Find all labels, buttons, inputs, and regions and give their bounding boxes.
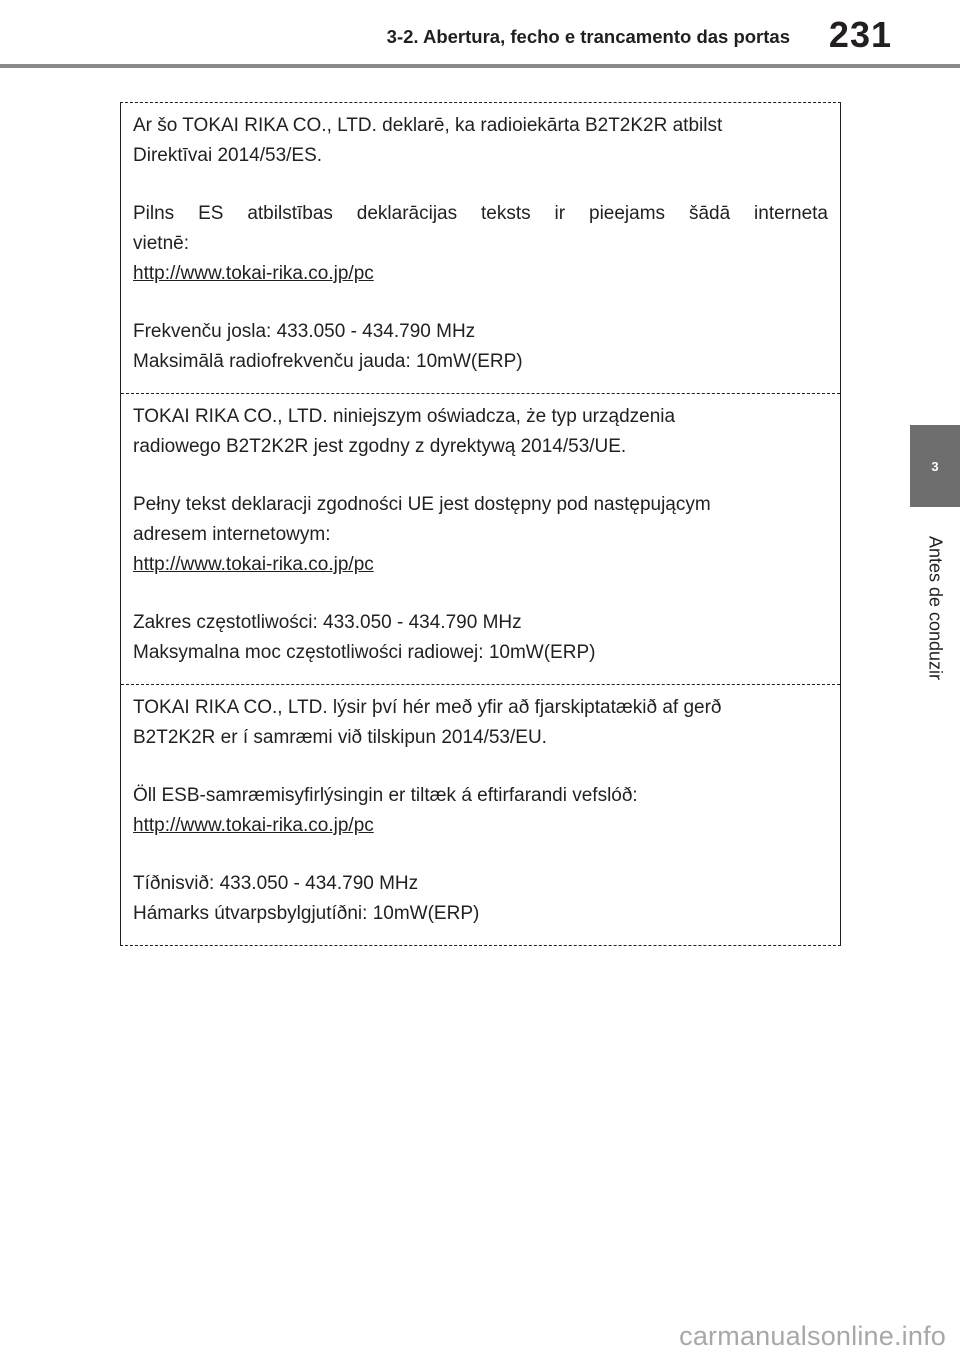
frequency-band: Frekvenču josla: 433.050 - 434.790 MHz bbox=[133, 321, 476, 342]
declaration-link[interactable]: http://www.tokai-rika.co.jp/pc bbox=[133, 554, 374, 575]
max-power: Maksymalna moc częstotliwości radiowej: 10mW(ERP) bbox=[133, 642, 596, 663]
chapter-tab-label: Antes de conduzir bbox=[925, 535, 946, 681]
declaration-text-line: Ar šo TOKAI RIKA CO., LTD. deklarē, ka radioiekārta B2T2K2R atbilst bbox=[133, 115, 723, 136]
page-number: 231 bbox=[828, 14, 892, 55]
max-power: Maksimālā radiofrekvenču jauda: 10mW(ERP) bbox=[133, 351, 523, 372]
declaration-section-polish bbox=[121, 393, 840, 684]
chapter-title: 3-2. Abertura, fecho e trancamento das portas bbox=[386, 26, 790, 47]
declaration-text-line: TOKAI RIKA CO., LTD. lýsir því hér með yfir að fjarskiptatækið af gerð bbox=[133, 697, 722, 718]
declaration-link[interactable]: http://www.tokai-rika.co.jp/pc bbox=[133, 263, 374, 284]
fulltext-availability-line: Öll ESB-samræmisyfirlýsingin er tiltæk á eftirfarandi vefslóð: bbox=[133, 785, 638, 806]
declaration-text-line: Direktīvai 2014/53/ES. bbox=[133, 145, 323, 166]
site-watermark: carmanualsonline.info bbox=[679, 1321, 946, 1351]
fulltext-availability-line: Pełny tekst deklaracji zgodności UE jest dostępny pod następującym bbox=[133, 494, 711, 515]
declaration-section-latvian bbox=[121, 103, 840, 393]
chapter-tab[interactable] bbox=[910, 425, 960, 507]
declaration-box bbox=[120, 102, 841, 946]
fulltext-availability-line: vietnē: bbox=[133, 233, 189, 254]
declaration-text-line: TOKAI RIKA CO., LTD. niniejszym oświadcza, że typ urządzenia bbox=[133, 406, 676, 427]
declaration-text-line: radiowego B2T2K2R jest zgodny z dyrektywą 2014/53/UE. bbox=[133, 436, 627, 457]
header-rule bbox=[0, 64, 960, 68]
frequency-band: Tíðnisvið: 433.050 - 434.790 MHz bbox=[133, 873, 419, 894]
frequency-band: Zakres częstotliwości: 433.050 - 434.790 MHz bbox=[133, 612, 522, 633]
declaration-text-line: B2T2K2R er í samræmi við tilskipun 2014/53/EU. bbox=[133, 727, 547, 748]
chapter-tab-number: 3 bbox=[931, 458, 939, 474]
fulltext-availability-line: adresem internetowym: bbox=[133, 524, 331, 545]
fulltext-availability-line: Pilns ES atbilstības deklarācijas teksts ir pieejams šādā interneta bbox=[133, 203, 828, 224]
max-power: Hámarks útvarpsbylgjutíðni: 10mW(ERP) bbox=[133, 903, 480, 924]
declaration-section-icelandic bbox=[121, 684, 840, 945]
declaration-link[interactable]: http://www.tokai-rika.co.jp/pc bbox=[133, 815, 374, 836]
